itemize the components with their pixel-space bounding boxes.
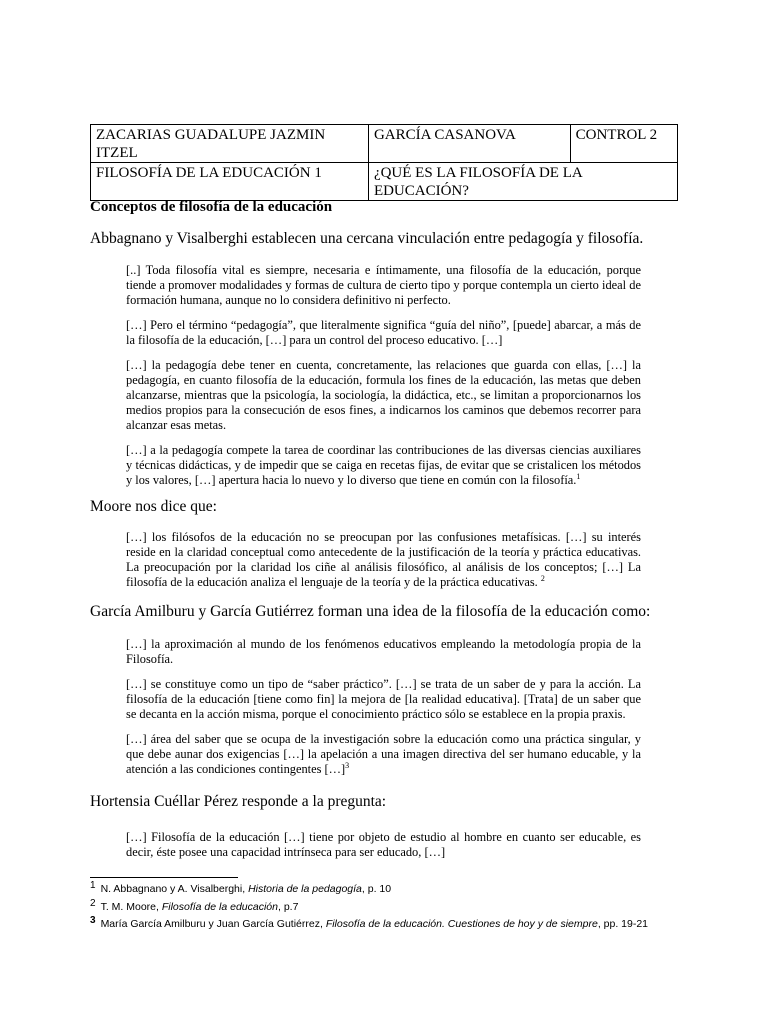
footnote-ref[interactable]: 3	[345, 760, 350, 770]
footnote-number: 3	[90, 914, 96, 926]
footnote-pages: , p.7	[277, 901, 299, 913]
topic-cell: ¿QUÉ ES LA FILOSOFÍA DE LA EDUCACIÓN?	[368, 163, 677, 201]
quote-paragraph	[126, 530, 641, 590]
lead-paragraph: García Amilburu y García Gutiérrez forman una idea de la filosofía de la educación como:	[90, 603, 651, 620]
quote-text: […] a la pedagogía compete la tarea de coordinar las contribuciones de las diversas ciencias auxiliares y técnicas didácticas, y de impedir que se caiga en recetas fijas, de evitar que se cristalicen los métodos y los valores, […] apertura hacia lo nuevo y lo diverso que tiene en común con la filosofía.	[126, 443, 641, 487]
quote-paragraph: […] se constituye como un tipo de “saber práctico”. […] se trata de un saber de y para la acción. La filosofía de la educación [tiene como fin] la mejora de [la realidad educativa]. [Trata] de un saber que se decanta en la acción misma, porque el conocimiento práctico sólo se establece en la propia praxis.	[126, 677, 641, 721]
footnote-author: N. Abbagnano y A. Visalberghi,	[100, 883, 249, 895]
quote-text: […] área del saber que se ocupa de la investigación sobre la educación como una práctica singular, y que debe aunar dos exigencias […] la apelación a una imagen directiva del ser humano educable, y la atención a las condiciones contingentes […]	[126, 732, 641, 776]
footnote-separator	[90, 877, 238, 878]
header-table	[90, 124, 678, 201]
footnote-author: María García Amilburu y Juan García Gutiérrez,	[100, 918, 326, 930]
footnote-number: 2	[90, 897, 96, 909]
header-row	[91, 125, 678, 163]
footnote	[90, 914, 649, 930]
footnote-pages: , p. 10	[361, 883, 392, 895]
footnote-author: T. M. Moore,	[100, 901, 162, 913]
lead-paragraph: Moore nos dice que:	[90, 498, 217, 515]
footnote-pages: , pp. 19-21	[597, 918, 649, 930]
quote-paragraph: [..] Toda filosofía vital es siempre, necesaria e íntimamente, una filosofía de la educación, porque tiende a promover modalidades y formas de cultura de cierto tipo y porque contempla un cierto ideal de formación humana, aunque no lo considera definitivo ni perfecto.	[126, 263, 641, 307]
teacher-name-cell: GARCÍA CASANOVA	[368, 125, 570, 163]
quote-paragraph	[126, 732, 641, 777]
footnote-title: Filosofía de la educación	[161, 901, 278, 913]
footnote	[90, 879, 392, 895]
footnote-ref[interactable]: 1	[576, 471, 581, 481]
lead-paragraph: Abbagnano y Visalberghi establecen una cercana vinculación entre pedagogía y filosofía.	[90, 230, 644, 247]
header-row	[91, 163, 678, 201]
footnote-title: Historia de la pedagogía	[248, 883, 362, 895]
quote-paragraph: […] Pero el término “pedagogía”, que literalmente significa “guía del niño”, [puede] abarcar, a más de la filosofía de la educación, […] para un control del proceso educativo. […]	[126, 318, 641, 347]
quote-paragraph: […] la aproximación al mundo de los fenómenos educativos empleando la metodología propia de la Filosofía.	[126, 637, 641, 666]
student-name-cell: ZACARIAS GUADALUPE JAZMIN ITZEL	[91, 125, 369, 163]
course-cell: FILOSOFÍA DE LA EDUCACIÓN 1	[91, 163, 369, 201]
lead-paragraph: Hortensia Cuéllar Pérez responde a la pregunta:	[90, 793, 387, 810]
assignment-cell: CONTROL 2	[570, 125, 677, 163]
section-heading: Conceptos de filosofía de la educación	[90, 199, 333, 215]
footnote-ref[interactable]: 2	[540, 573, 545, 583]
quote-text: […] los filósofos de la educación no se preocupan por las confusiones metafísicas. […] su interés reside en la claridad conceptual como antecedente de la justificación de la teoría y práctica educativas. La preocupación por la claridad los ciñe al análisis filosófico, al análisis de los conceptos; […] La filosofía de la educación analiza el lenguaje de la teoría y de la práctica educativas.	[126, 530, 641, 589]
quote-paragraph	[126, 443, 641, 488]
footnote	[90, 897, 299, 913]
quote-paragraph: […] la pedagogía debe tener en cuenta, concretamente, las relaciones que guarda con ellas, […] la pedagogía, en cuanto filosofía de la educación, formula los fines de la educación, las metas que deben alcanzarse, mientras que la psicología, la sociología, la didáctica, etc., se limitan a proporcionarnos los medios propios para la consecución de esos fines, a indicarnos los caminos que debemos recorrer para alcanzar esas metas.	[126, 358, 641, 432]
footnote-number: 1	[90, 879, 96, 891]
quote-paragraph: […] Filosofía de la educación […] tiene por objeto de estudio al hombre en cuanto ser educable, es decir, éste posee una capacidad intrínseca para ser educado, […]	[126, 830, 641, 859]
footnote-title: Filosofía de la educación. Cuestiones de hoy y de siempre	[325, 918, 598, 930]
